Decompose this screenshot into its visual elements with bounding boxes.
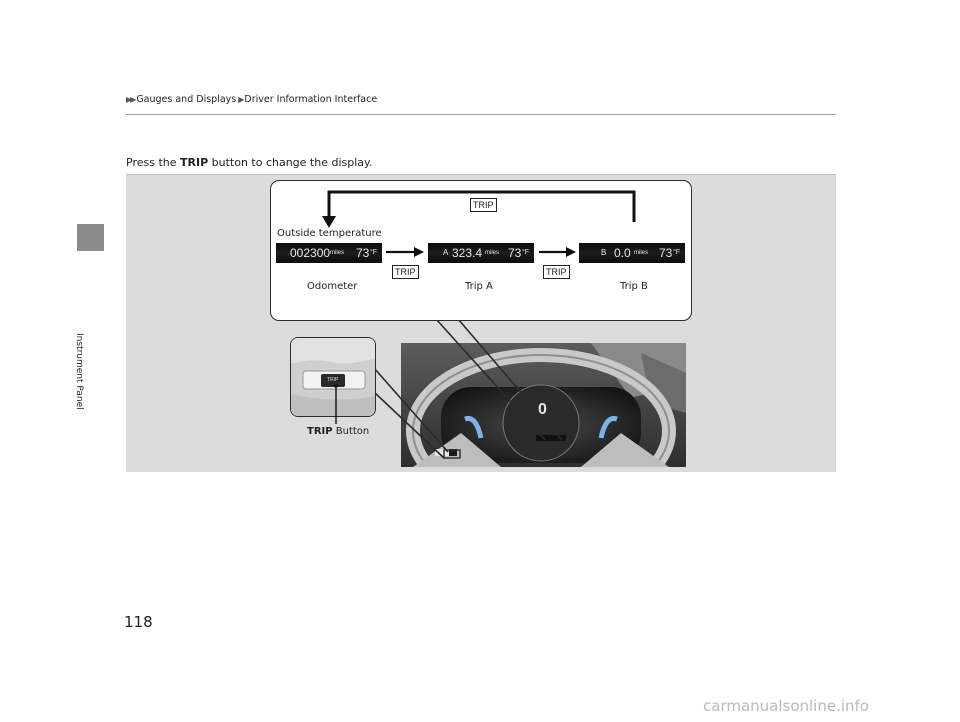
outside-temp-label: Outside temperature <box>277 228 382 239</box>
trip-a-temp-unit: °F <box>522 249 530 256</box>
trip-button-caption-bold: TRIP <box>307 426 333 437</box>
section-label: Instrument Panel <box>74 333 84 410</box>
trip-key-2: TRIP <box>543 265 570 279</box>
page-number: 118 <box>124 613 153 631</box>
odometer-temp-unit: °F <box>370 249 378 256</box>
breadcrumb-gauges[interactable]: Gauges and Displays <box>136 94 237 105</box>
intro-before: Press the <box>126 156 180 169</box>
trip-a-unit: miles <box>485 250 500 256</box>
odometer-unit: miles <box>330 250 345 256</box>
cluster-speed: 0 <box>538 401 547 418</box>
arrow-icon: ▶ <box>238 95 243 104</box>
watermark: carmanualsonline.info <box>703 697 869 715</box>
trip-a-temp: 73 <box>508 246 522 260</box>
trip-a-letter: A <box>443 248 449 257</box>
breadcrumb-dii[interactable]: Driver Information Interface <box>244 94 378 105</box>
trip-key-label: TRIP <box>327 377 339 383</box>
trip-b-unit: miles <box>634 250 649 256</box>
trip-b-temp: 73 <box>659 246 673 260</box>
trip-button-caption <box>307 426 369 437</box>
trip-a-caption: Trip A <box>465 281 493 292</box>
trip-b-value: 0.0 <box>614 246 631 260</box>
double-arrow-icon: ▶▶ <box>126 95 135 104</box>
trip-b-temp-unit: °F <box>673 249 681 256</box>
trip-b-caption: Trip B <box>620 281 648 292</box>
odometer-caption: Odometer <box>307 281 358 292</box>
intro-bold-trip: TRIP <box>180 156 209 169</box>
trip-a-value: 323.4 <box>452 246 483 260</box>
intro-after: button to change the display. <box>208 156 373 169</box>
odometer-temp: 73 <box>356 246 370 260</box>
odometer-value: 002300 <box>290 246 331 260</box>
trip-key-1: TRIP <box>392 265 419 279</box>
trip-key-top: TRIP <box>470 198 497 212</box>
trip-b-letter: B <box>601 248 607 257</box>
trip-button-caption-rest: Button <box>332 426 370 437</box>
